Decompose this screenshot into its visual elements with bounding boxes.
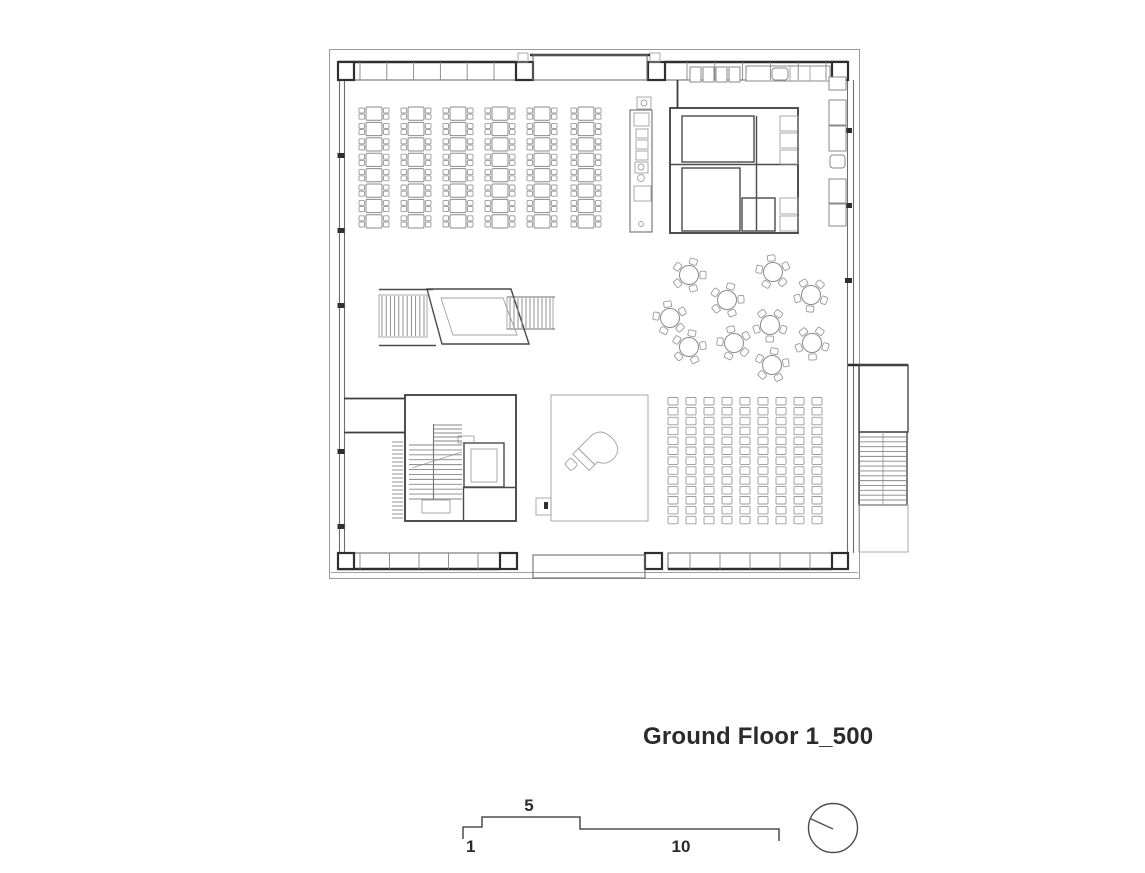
scale-bar	[463, 796, 779, 856]
grand-piano-icon	[564, 427, 623, 486]
escalator	[379, 289, 555, 346]
kitchen-counter	[690, 66, 830, 82]
info-desk	[630, 97, 652, 232]
south-entrance	[533, 555, 645, 578]
reading-tables	[359, 107, 601, 228]
service-rooms	[670, 108, 798, 233]
elevator	[464, 443, 504, 487]
scale-label-10: 10	[671, 837, 691, 856]
basin-icon	[830, 155, 845, 168]
north-arrow-icon	[809, 804, 858, 853]
west-wall	[338, 80, 345, 553]
east-cabinets	[829, 77, 846, 226]
stairwell	[405, 395, 516, 521]
sink-icon	[772, 68, 788, 80]
auditorium-seats	[668, 398, 822, 524]
north-entrance	[530, 55, 650, 80]
external-landing	[859, 365, 908, 432]
corridor-walls	[344, 399, 405, 433]
tread-and-mullion-lines	[360, 62, 907, 569]
door-leaf	[536, 498, 551, 515]
plan-title: Ground Floor 1_500	[643, 723, 874, 750]
scale-label-1: 1	[466, 837, 476, 856]
piano-bench-icon	[564, 458, 577, 471]
cafe-round-tables	[653, 255, 830, 382]
external-stair	[848, 365, 908, 552]
scale-label-5: 5	[524, 796, 534, 815]
piano-room	[536, 395, 648, 521]
